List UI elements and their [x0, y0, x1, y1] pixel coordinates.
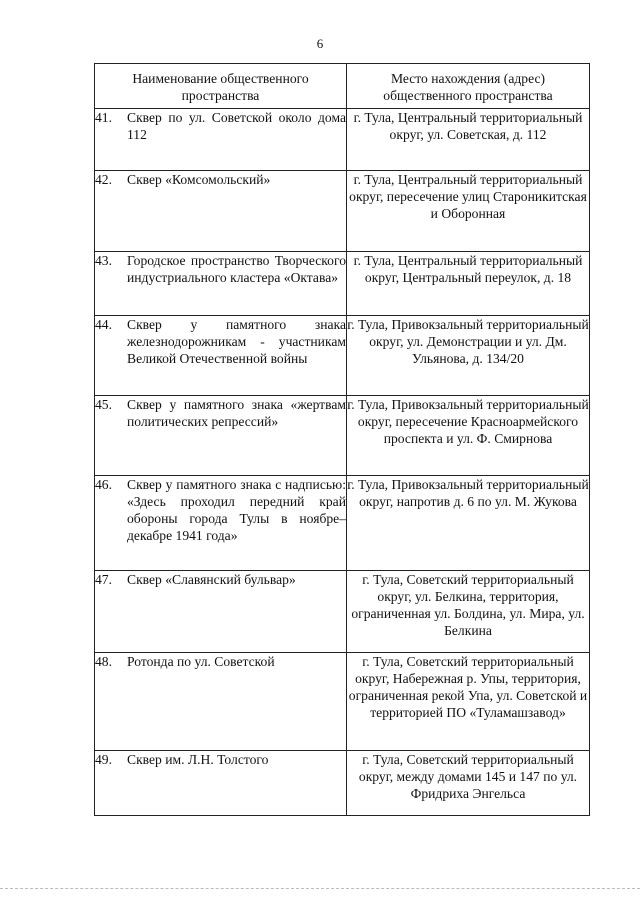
place-name-cell: [95, 171, 347, 252]
place-name: Городское пространство Творческого индустриального кластера «Октава»: [127, 253, 346, 285]
row-number: 46.: [95, 477, 112, 492]
place-name: Сквер у памятного знака «жертвам политических репрессий»: [127, 397, 346, 429]
place-name-cell: [95, 316, 347, 396]
footer-divider: [0, 888, 640, 889]
table-row: [95, 653, 590, 751]
row-number: 42.: [95, 172, 112, 187]
row-number: 41.: [95, 110, 112, 125]
row-number: 47.: [95, 572, 112, 587]
place-address: г. Тула, Центральный территориальный округ, ул. Советская, д. 112: [347, 109, 590, 171]
place-name-cell: [95, 396, 347, 476]
place-name: Сквер у памятного знака железнодорожникам - участникам Великой Отечественной войны: [127, 317, 346, 366]
row-number: 44.: [95, 317, 112, 332]
place-address: г. Тула, Советский территориальный округ, Набережная р. Упы, территория, ограниченная рекой Упа, ул. Советской и территорией ПО «Туламашзавод»: [347, 653, 590, 751]
public-spaces-table: [94, 63, 590, 816]
place-name: Ротонда по ул. Советской: [127, 654, 275, 669]
place-name-cell: [95, 751, 347, 816]
row-number: 48.: [95, 654, 112, 669]
table-row: [95, 396, 590, 476]
place-name: Сквер им. Л.Н. Толстого: [127, 752, 269, 767]
table-row: [95, 252, 590, 316]
table-row: [95, 171, 590, 252]
place-name-cell: [95, 109, 347, 171]
place-address: г. Тула, Привокзальный территориальный округ, пересечение Красноармейского проспекта и ул. Ф. Смирнова: [347, 396, 590, 476]
place-address: г. Тула, Центральный территориальный округ, пересечение улиц Староникитская и Оборонная: [347, 171, 590, 252]
place-name: Сквер у памятного знака с надписью: «Здесь проходил передний край обороны города Тулы в ноябре–декабре 1941 года»: [127, 477, 346, 543]
row-number: 45.: [95, 397, 112, 412]
place-address: г. Тула, Советский территориальный округ, ул. Белкина, территория, ограниченная ул. Болдина, ул. Мира, ул. Белкина: [347, 571, 590, 653]
place-address: г. Тула, Привокзальный территориальный округ, напротив д. 6 по ул. М. Жукова: [347, 476, 590, 571]
table-row: [95, 476, 590, 571]
column-header-address: Место нахождения (адрес) общественного пространства: [347, 64, 590, 109]
table-row: [95, 751, 590, 816]
place-address: г. Тула, Привокзальный территориальный округ, ул. Демонстрации и ул. Дм. Ульянова, д. 134/20: [347, 316, 590, 396]
table-row: [95, 571, 590, 653]
column-header-name: Наименование общественного пространства: [95, 64, 347, 109]
table-row: [95, 316, 590, 396]
place-name-cell: [95, 476, 347, 571]
place-name-cell: [95, 252, 347, 316]
table-header-row: [95, 64, 590, 109]
place-name: Сквер «Славянский бульвар»: [127, 572, 296, 587]
row-number: 43.: [95, 253, 112, 268]
row-number: 49.: [95, 752, 112, 767]
place-name: Сквер по ул. Советской около дома 112: [127, 110, 346, 142]
place-address: г. Тула, Советский территориальный округ, между домами 145 и 147 по ул. Фридриха Энгельса: [347, 751, 590, 816]
place-name-cell: [95, 653, 347, 751]
page-number: 6: [316, 36, 324, 51]
place-name: Сквер «Комсомольский»: [127, 172, 271, 187]
place-address: г. Тула, Центральный территориальный округ, Центральный переулок, д. 18: [347, 252, 590, 316]
table-row: [95, 109, 590, 171]
place-name-cell: [95, 571, 347, 653]
